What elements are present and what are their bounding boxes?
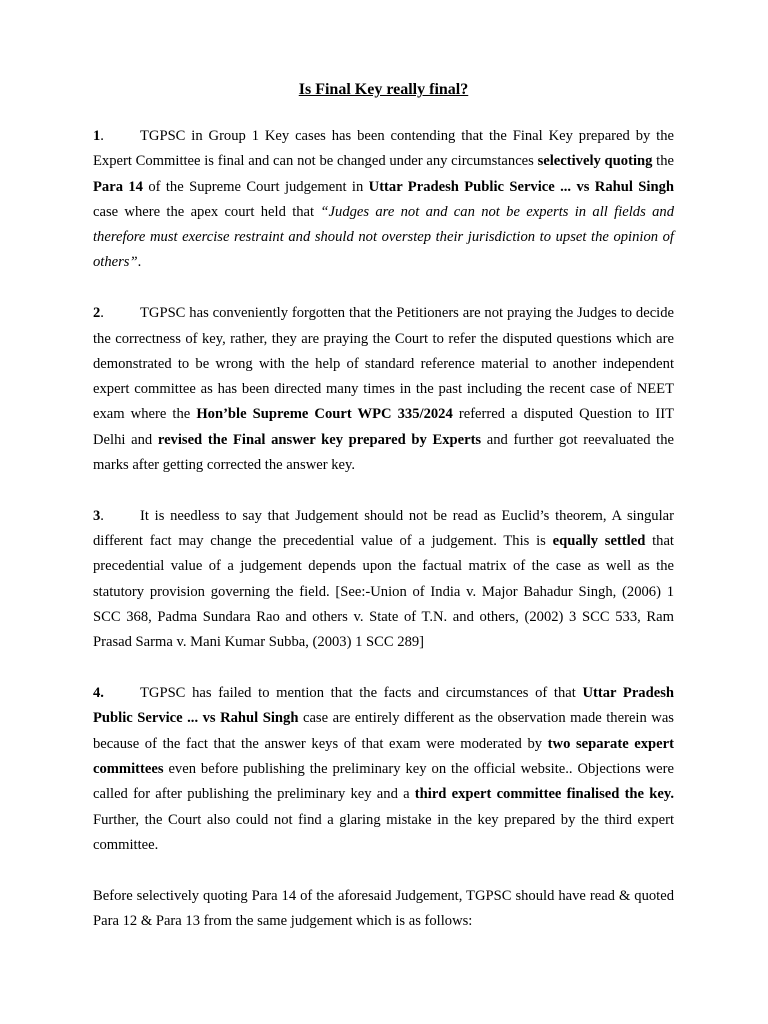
paragraph-1 <box>93 124 674 276</box>
number-dot: . <box>100 128 104 144</box>
bold-run: Uttar Pradesh Public Service ... vs Rahul Singh <box>93 685 674 727</box>
number-digit: 3 <box>93 507 101 524</box>
text-run: TGPSC has failed to mention that the facts and circumstances of that <box>140 685 583 702</box>
paragraph-number <box>93 124 140 149</box>
number-dot: . <box>100 305 104 322</box>
bold-run: revised the Final answer key prepared by Experts <box>157 431 482 448</box>
paragraph-5: Before selectively quoting Para 14 of the aforesaid Judgement, TGPSC should have read & quoted Para 12 & Para 13 from the same judgement which is as follows: <box>93 887 674 930</box>
paragraph-number <box>93 301 140 326</box>
text-run: TGPSC has conveniently forgotten that the Petitioners are not praying the Judges to decide the correctness of key, rather, they are praying the Court to refer the disputed questions which are demonstrated to be wrong with the help of standard reference material to another independent expert committee as has been directed many times in the past including the recent case of NEET exam where the <box>93 305 674 423</box>
text-run: Further, the Court also could not find a glaring mistake in the key prepared by the third expert committee. <box>93 811 674 853</box>
number-digit: 2 <box>93 305 101 322</box>
text-run: It is needless to say that Judgement should not be read as Euclid’s theorem, A singular different fact may change the precedential value of a judgement. This is <box>93 507 674 550</box>
bold-run: third expert committee finalised the key. <box>414 786 674 803</box>
number-dot: . <box>100 507 104 524</box>
bold-run: Uttar Pradesh Public Service ... vs Rahul Singh <box>368 178 674 195</box>
text-run: . <box>137 254 142 271</box>
text-run: case are entirely different as the observation made therein was because of the fact that the answer keys of that exam were moderated by <box>93 710 674 752</box>
page-title: Is Final Key really final? <box>298 81 469 98</box>
bold-run: two separate expert committees <box>93 735 674 778</box>
paragraph-3 <box>93 504 674 656</box>
paragraph-4 <box>93 681 674 858</box>
bold-run: selectively quoting <box>537 153 653 170</box>
bold-run: equally settled <box>552 533 646 550</box>
bold-run: Para 14 <box>93 178 143 195</box>
number-digit: 1 <box>93 128 101 144</box>
text-run: TGPSC in Group 1 Key cases has been contending that the Final Key prepared by the Expert Committee is final and can not be changed under any circumstances <box>93 128 674 170</box>
text-run: the <box>652 153 675 170</box>
text-run: even before publishing the preliminary key on the official website.. Objections were called for after publishing the preliminary key and a <box>93 761 674 803</box>
quote-run: “Judges are not and can not be experts in all fields and therefore must exercise restraint and should not overstep their jurisdiction to upset the opinion of others” <box>93 203 674 271</box>
document-page <box>93 78 674 934</box>
text-run: case where the apex court held that <box>93 203 321 220</box>
paragraph-number <box>93 504 140 529</box>
text-run: and further got reevaluated the marks after getting corrected the answer key. <box>93 431 674 474</box>
paragraph-2 <box>93 301 674 478</box>
paragraph-number: 4. <box>93 685 104 702</box>
text-run: referred a disputed Question to IIT Delhi and <box>93 406 675 448</box>
text-run: that precedential value of a judgement depends upon the factual matrix of the case as well as the statutory provision governing the field. [See:-Union of India v. Major Bahadur Singh, (2006) 1 SCC 368, Padma Sundara Rao and others v. State of T.N. and others, (2002) 3 SCC 533, Ram Prasad Sarma v. Mani Kumar Subba, (2003) 1 SCC 289] <box>93 533 674 651</box>
text-run: of the Supreme Court judgement in <box>142 178 369 195</box>
bold-run: Hon’ble Supreme Court WPC 335/2024 <box>196 406 453 423</box>
